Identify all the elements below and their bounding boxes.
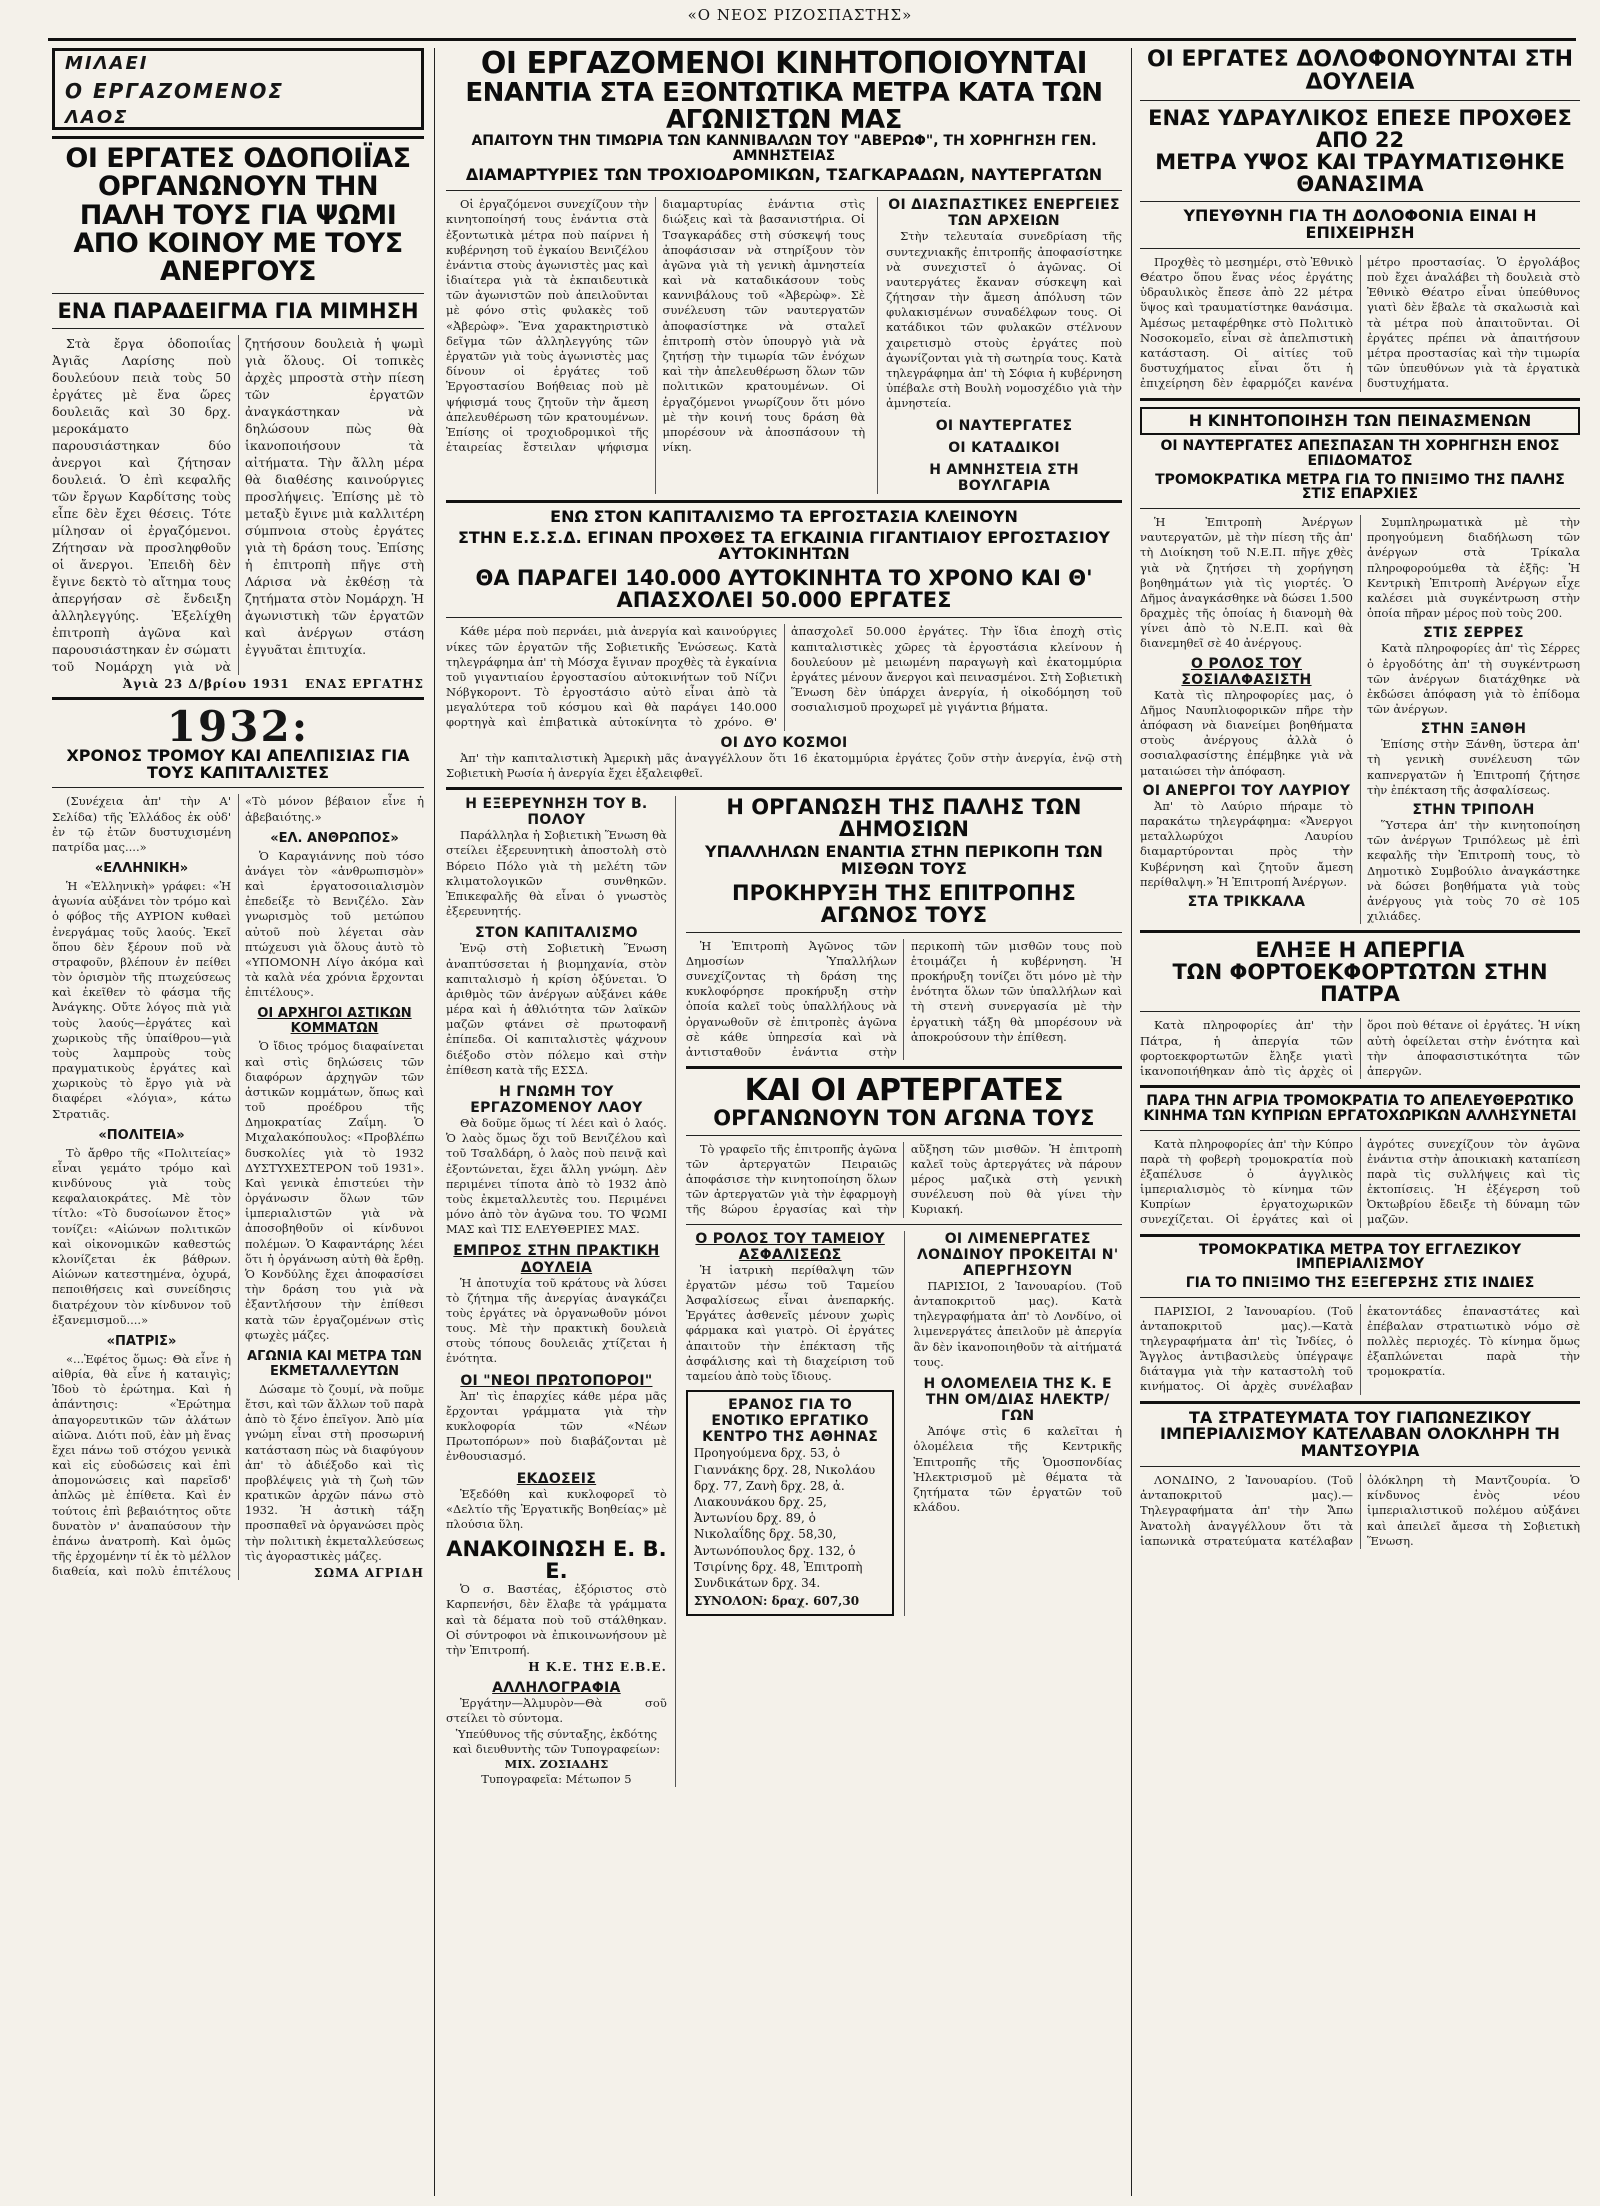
strike-body: Κατὰ πληροφορίες ἀπ' τὴν Πάτρα, ἡ ἀπεργία τῶν φορτοεκφορτωτῶν ἔληξε γιατὶ ἱκανοποιήθηκαν ἀπὸ τὶς ἀρχὲς οἱ ὅροι ποὺ θέτανε οἱ ἐργάτες. Ἡ νίκη αὐτὴ ὀφείλεται στὴν ἑνότητα καὶ τὴν ἀποφασιστικότητα τῶν ἀπεργῶν. (1140, 1018, 1580, 1078)
signature-name: ΕΝΑΣ ΕΡΓΑΤΗΣ (305, 676, 424, 691)
lower-center (446, 796, 1122, 1787)
sub-title-pole: Η ΕΞΕΡΕΥΝΗΣΗ ΤΟΥ Β. ΠΟΛΟΥ (465, 796, 648, 829)
rule (52, 328, 424, 329)
rule (1140, 398, 1580, 401)
dockers-title: ΟΙ ΛΙΜΕΝΕΡΓΑΤΕΣ ΛΟΝΔΙΝΟΥ ΠΡΟΚΕΙΤΑΙ Ν' ΑΠΕΡΓΗΣΟΥΝ (917, 1230, 1119, 1279)
rule (1140, 1011, 1580, 1012)
rule (1140, 100, 1580, 101)
dockers-body: ΠΑΡΙΣΙΟΙ, 2 Ἰανουαρίου. (Τοῦ ἀνταποκριτοῦ μας). Κατὰ τηλεγραφήματα ἀπ' τὸ Λονδίνο, οἱ λιμενεργάτες ἀπειλοῦν μὲ ἀπεργία ἂν δὲν ἱκανοποιηθοῦν τὰ αἰτήματά τους. (913, 1278, 1122, 1369)
mini-body: Στὴν τελευταία συνεδρίαση τῆς συντεχνιακῆς ἐπιτροπῆς ἀποφασίστηκε νὰ συνεχιστεῖ ὁ ἀγῶνας. Οἱ ναυτεργάτες ἔκαναν σύσκεψη καὶ ζήτησαν τὴν ἄμεση ἀπόλυση τῶν φυλακισμένων συναδέλφων τους. Οἱ κατάδικοι τῶν φυλακῶν στέλνουν χαιρετισμὸ στοὺς ἐργάτες ποὺ ἀγωνίζονται γιὰ τὴ σωτηρία τους. Κατὰ τηλεγράφημα ἀπ' τὴ Σόφια ἡ κυβέρνηση ὑπέβαλε στὴ Βουλὴ νομοσχέδιο γιὰ τὴν ἀμνηστεία. (886, 229, 1122, 411)
section-label-elliniki: «ΕΛΛΗΝΙΚΗ» (94, 861, 189, 877)
headline-mobilize-1: ΟΙ ΕΡΓΑΖΟΜΕΝΟΙ ΚΙΝΗΤΟΠΟΙΟΥΝΤΑΙ (480, 48, 1088, 81)
rule (1140, 1466, 1580, 1467)
year-intro: (Συνέχεια ἀπ' τὴν Α' Σελίδα) τῆς Ἑλλάδος ἐκ οὐδ' ἐν τῷ ἐτῶν δυστυχισμένη πατρίδα μας....» (52, 794, 231, 854)
sub-title-practical: ΕΜΠΡΟΣ ΣΤΗΝ ΠΡΑΚΤΙΚΗ ΔΟΥΛΕΙΑ (453, 1243, 660, 1276)
sub-body-capitalism: Ἐνῷ στὴ Σοβιετικὴ Ἕνωση ἀναπτύσσεται ἡ βιομηχανία, στὸν καπιταλισμὸ ἡ κρίση ὀξύνεται. Ὁ ἀριθμὸς τῶν ἀνέργων αὐξάνει κάθε μέρα καὶ ἡ ἀθλιότητα τῶν λαϊκῶν μαζῶν φτάνει σὲ πρωτοφανῆ ἐπίπεδα. Οἱ καπιταλιστὲς ψάχνουν διέξοδο στὸν πόλεμο καὶ στὴν ἐπίθεση κατὰ τῆς ΕΣΣΔ. (446, 941, 667, 1077)
mini-head-seamen: ΟΙ ΝΑΥΤΕΡΓΑΤΕΣ (935, 417, 1073, 434)
sub-title-editions: ΕΚΔΟΣΕΙΣ (516, 1470, 597, 1487)
section-body-agony: Δώσαμε τὸ ζουμί, νὰ ποῦμε ἔτσι, καὶ τῶν ἄλλων τοῦ παρὰ ἀπὸ τὸ ξένο ἐπεῖγον. Ἀπὸ μία γνώμη εἶναι στὴ προσωρινή κατάσταση πὼς νὰ διαφύγουν ἀπ' τὸ ἀδιέξοδο καὶ τὶς προβλέψεις γιὰ τὴ ζωὴ τῶν κρατικῶν ἀρχῶν πάνω στὸ 1932. Ἡ ἀστικὴ τάξη προσπαθεῖ νὰ ὀργανώσει πρὸς τὴν πολιτικὴ ἐκμεταλλεύσεως τὶς ἀγοραστικὲς μάζες. (245, 1381, 424, 1563)
speaks-line-2: Ο ΕΡΓΑΖΟΜΕΝΟΣ (65, 79, 284, 103)
headline-soviet-2: ΣΤΗΝ Ε.Σ.Σ.Δ. ΕΓΙΝΑΝ ΠΡΟΧΘΕΣ ΤΑ ΕΓΚΑΙΝΙΑ ΓΙΓΑΝΤΙΑΙΟΥ ΕΡΓΟΣΤΑΣΙΟΥ ΑΥΤΟΚΙΝΗΤΩΝ (458, 527, 1110, 564)
mini-head-convicts: ΟΙ ΚΑΤΑΔΙΚΟΙ (948, 439, 1060, 456)
mobilize-side (877, 197, 1122, 494)
column-rule-2 (1131, 48, 1132, 2196)
rule (1140, 1297, 1580, 1298)
section-body-el-anthropos: Ὁ Καραγιάννης ποὺ τόσο ἀνάγει τὸν «ἀνθρωπισμὸν» καὶ ἐργατοσοιιαλισμὸν ἐπεδείξε τὸ Βενιζέλο. Σὰν γνωρισμὸς τοῦ μετώπου αὐτοῦ ποὺ λέγεται σὰν πτώχευσι γιὰ ὅλους ἀυτὸ τὸ «ΥΠΟΜΟΝΗ Λίγο ἀκόμα καὶ τὰ καλὰ νέα χρόνια ἔρχονται ἐπιτέλους». (245, 848, 424, 1000)
mobilize-body: Οἱ ἐργαζόμενοι συνεχίζουν τὴν κινητοποίησή τους ἐνάντια στὰ ἐξοντωτικὰ μέτρα ποὺ παίρνει ἡ κυβέρνηση τοῦ ἐγκαίου Βενιζέλου ἐνάντια στοὺς ἀγωνιστὲς μας καὶ ἰδιαίτερα γιὰ τὰ ἐκπαιδευτικὰ τῶν ἀγωνιστῶν ποὺ ἀπειλοῦνται μὲ φόνο στὶς φυλακὲς τοῦ «Ἀβερὼφ». Ἕνα χαρακτηριστικὸ δεῖγμα τῶν ἀλληλεγγύης τῶν ἐργατῶν γιὰ τοὺς ἀγωνιστὲς μας δίνουν οἱ ἐργάτες τοῦ Ἐργοστασίου Βοήθειας ποὺ μὲ ψήφισμά τους ζητοῦν τὴν ἄμεση ἀπελευθέρωση τῶν κρατουμένων. Ἐπίσης οἱ τροχιοδρομικοὶ τῆς ἑταιρείας ἔστειλαν ψήφισμα διαμαρτυρίας ἐνάντια στὶς διώξεις καὶ τὰ βασανιστήρια. Οἱ Τσαγκαράδες στὴ σύσκεψή τους ἀποφάσισαν νὰ στηρίξουν τὸν ἀγῶνα γιὰ τὴ γενικὴ ἀμνηστεία καὶ νὰ καταδικάσουν τοὺς καννιβάλους τοῦ «Ἀβερὼφ». Σὲ συνέλευση τῶν ναυτεργατῶν ἀποφασίστηκε νὰ σταλεῖ ἐπιτροπὴ στὸν ὑπουργὸ γιὰ νὰ ζητήσῃ τὴν τιμωρία τῶν ἐνόχων καὶ τὴν ἀπελευθέρωση ὅλων τῶν πολιτικῶν κρατουμένων. Οἱ ἐργαζόμενοι γνωρίζουν ὅτι μόνο μὲ τὴν κοινή τους δράση θὰ μπορέσουν νὰ ἀποσπάσουν τὴ νίκη. (446, 197, 866, 455)
letters-body: Ἐργάτην—Ἀλμυρὸν—Θὰ σοῦ στείλει τὸ σύντομα. (446, 1696, 667, 1726)
subhead-example: ΕΝΑ ΠΑΡΑΔΕΙΓΜΑ ΓΙΑ ΜΙΜΗΣΗ (57, 298, 419, 323)
column-right (1140, 48, 1580, 2198)
headline-india-1: ΤΡΟΜΟΚΡΑΤΙΚΑ ΜΕΤΡΑ ΤΟΥ ΕΓΓΛΕΖΙΚΟΥ ΙΜΠΕΡΙΑΛΙΣΜΟΥ (1198, 1241, 1522, 1273)
section-label-patris: «ΠΑΤΡΙΣ» (106, 1333, 177, 1349)
headline-bakers-1: ΚΑΙ ΟΙ ΑΡΤΕΡΓΑΤΕΣ (744, 1073, 1064, 1109)
headline-civil-2: ΥΠΑΛΛΗΛΩΝ ΕΝΑΝΤΙΑ ΣΤΗΝ ΠΕΡΙΚΟΠΗ ΤΩΝ ΜΙΣΘΩΝ ΤΟΥΣ (705, 842, 1103, 878)
civil-body: Ἡ Ἐπιτροπὴ Ἀγῶνος τῶν Δημοσίων Ὑπαλλήλων συνεχίζοντας τὴ δράση της κυκλοφόρησε προκήρυξη στὴν ὁποία καλεῖ τοὺς ὑπαλλήλους νὰ ὀργανωθοῦν σὲ ἐπιτροπὲς ἀγῶνα σὲ κάθε ὑπηρεσία καὶ νὰ ἀντισταθοῦν ἐνάντια στὴν περικοπὴ τῶν μισθῶν τους ποὺ ἑτοιμάζει ἡ κυβέρνηση. Ἡ προκήρυξη τονίζει ὅτι μόνο μὲ τὴν ἑνότητα ὅλων τῶν ὑπαλλήλων καὶ τὴ στενὴ συνεργασία μὲ τὴν ἐργατικὴ τάξη θὰ μπορέσουν νὰ ἀποκρούσουν τὴν ἐπίθεση. (685, 938, 1122, 1059)
rule (686, 932, 1122, 933)
fund-total (694, 1593, 887, 1609)
dockers-col (904, 1231, 1122, 1617)
two-worlds-title: ΟΙ ΔΥΟ ΚΟΣΜΟΙ (720, 734, 848, 751)
rule (1140, 930, 1580, 933)
section-label-politeia: «ΠΟΛΙΤΕΙΑ» (98, 1127, 185, 1143)
announce-body: Ὁ σ. Βαστέας, ἐξόριστος στὸ Καρπενήσι, δὲν ἔλαβε τὰ γράμματα καὶ τὰ δέματα ποὺ τοῦ στάλθηκαν. Οἱ σύντροφοι νὰ ἐπικοινωνήσουν μὲ τὴν Ἐπιτροπή. (446, 1582, 667, 1657)
insurance-body: Ἡ ἰατρικὴ περίθαλψη τῶν ἐργατῶν μέσω τοῦ Ταμείου Ἀσφαλίσεως εἶναι ἀνεπαρκής. Ἐργάτες ἀσθενεῖς μένουν χωρὶς φάρμακα καὶ γιατρὸ. Οἱ ἐργάτες ἀπαιτοῦν τὴν ἐπέκταση τῆς ἀσφάλισης καὶ τὴ διαχείριση τοῦ ταμείου ἀπὸ τοὺς ἴδιους. (685, 1262, 895, 1383)
headline-civil-3: ΠΡΟΚΗΡΥΞΗ ΤΗΣ ΕΠΙΤΡΟΠΗΣ ΑΓΩΝΟΣ ΤΟΥΣ (732, 880, 1076, 927)
subhead-hungry: ΤΡΟΜΟΚΡΑΤΙΚΑ ΜΕΤΡΑ ΓΙΑ ΤΟ ΠΝΙΞΙΜΟ ΤΗΣ ΠΑΛΗΣ ΣΤΙΣ ΕΠΑΡΧΙΕΣ (1155, 471, 1565, 503)
mini-title-trikala: ΣΤΑ ΤΡΙΚΚΑΛΑ (1187, 893, 1306, 910)
mini-body-socialfascist: Κατὰ τὶς πληροφορίες μας, ὁ Δῆμος Ναυπλιοφορικῶν πῆρε τὴν ἀπόφαση νὰ διανείμει βοηθήματα στοὺς ἀνέργους ἀλλὰ ὁ σοσιαλφασίστης ἐπέμβηκε γιὰ νὰ ματαιώσει τὴν ἀπόφαση. (1140, 687, 1353, 778)
signature-bottom: ΣΩΜΑ ΑΓΡΙΔΗ (313, 1565, 424, 1580)
headline-hungry-1: Η ΚΙΝΗΤΟΠΟΙΗΣΗ ΤΩΝ ΠΕΙΝΑΣΜΕΝΩΝ (1140, 407, 1580, 436)
column-center (446, 48, 1122, 2198)
rule (446, 500, 1122, 503)
letters-title: ΑΛΛΗΛΟΓΡΑΦΙΑ (492, 1680, 621, 1697)
column-left (52, 48, 424, 2198)
rule (1140, 248, 1580, 249)
bakers-body: Τὸ γραφεῖο τῆς ἐπιτροπῆς ἀγῶνα τῶν ἀρτεργατῶν Πειραιῶς ἀποφάσισε τὴν κινητοποίηση ὅλων τῶν ἀρτεργατῶν γιὰ τὴν ἐφαρμογὴ τῆς 8ώρου ἐργασίας καὶ τὴν αὔξηση τῶν μισθῶν. Ἡ ἐπιτροπὴ καλεῖ τοὺς ἀρτεργάτες νὰ πάρουν μέρος μαζικὰ στὴ γενικὴ συνέλευση ποὺ θὰ γίνει τὴν Κυριακή. (685, 1141, 1122, 1217)
plenum-title: Η ΟΛΟΜΕΛΕΙΑ ΤΗΣ Κ. Ε ΤΗΝ ΟΜ/ΔΙΑΣ ΗΛΕΚΤΡ/ΓΩΝ (923, 1375, 1112, 1425)
headline-india-2: ΓΙΑ ΤΟ ΠΝΙΞΙΜΟ ΤΗΣ ΕΞΕΓΕΡΣΗΣ ΣΤΙΣ ΙΝΔΙΕΣ (1185, 1274, 1535, 1291)
sub-body-opinion: Θὰ δοῦμε ὅμως τί λέει καὶ ὁ λαός. Ὁ λαὸς ὅμως ὅχι τοῦ Βενιζέλου καὶ τοῦ Τσαλδάρη, ὁ λαὸς ποὺ πεινᾷ καὶ ἐξοντώνεται, ἔχει ἄλλη γνώμη. Δὲν περιμένει τίποτα ἀπὸ τὸ 1932 ἀπὸ τοὺς ἐκμεταλλευτὲς του. Περιμένει μόνο ἀπὸ τὸν ἀγῶνα του. ΤΟ ΨΩΜΙ ΜΑΣ καὶ ΤΙΣ ΕΛΕΥΘΕΡΙΕΣ ΜΑΣ. (446, 1116, 667, 1237)
headline-strike-1: ΕΛΗΞΕ Η ΑΠΕΡΓΙΑ (1255, 938, 1465, 963)
plenum-body: Ἀπόψε στὶς 6 καλεῖται ἡ ὁλομέλεια τῆς Κεντρικῆς Ἐπιτροπῆς τῆς Ὁμοσπονδίας Ἠλεκτρισμοῦ μὲ θέματα τὰ ζητήματα τῶν ἐργατῶν τοῦ κλάδου. (913, 1424, 1122, 1515)
soviet-body: Κάθε μέρα ποὺ περνάει, μιὰ ἀνεργία καὶ καινούργιες νίκες τῶν ἐργατῶν τῆς Σοβιετικῆς Ἑνώσεως. Κατὰ τηλεγράφημα ἀπ' τὴ Μόσχα ἔγιναν προχθὲς τὰ ἐγκαίνια τοῦ γιγαντιαίου ἐργοστασίου αὐτοκινήτων τοῦ Νίζνι Νόβγκοροντ. Τὸ ἐργοστάσιο αὐτὸ εἶναι ἀπὸ τὰ μεγαλύτερα τοῦ κόσμου καὶ θὰ παράγει 140.000 φορτηγὰ καὶ ἐπιβατικὰ αὐτοκίνητα τὸ χρόνο. Θ' ἀπασχολεῖ 50.000 ἐργάτες. Τὴν ἴδια ἐποχὴ στὶς καπιταλιστικὲς χῶρες τὰ ἐργοστάσια κλείνουν ἡ δουλεύουν μὲ μειωμένη παραγωγὴ καὶ ἐκατομμύρια ἐργάτες μένουν ἄνεργοι καὶ πεινασμένοι. Στὴ Σοβιετικὴ Ἕνωση δὲν ὑπάρχει ἀνεργία, ἡ οἰκοδόμηση τοῦ σοσιαλισμοῦ προχωρεῖ μὲ γιγάντια βήματα. (446, 624, 1122, 730)
headline-strike-2: ΤΩΝ ΦΟΡΤΟΕΚΦΟΡΤΩΤΩΝ ΣΤΗΝ ΠΑΤΡΑ (1172, 960, 1548, 1007)
sub-title-capitalism: ΣΤΟΝ ΚΑΠΙΤΑΛΙΣΜΟ (474, 925, 638, 942)
rule (1140, 201, 1580, 202)
sub-body-pioneers: Ἀπ' τὶς ἐπαρχίες κάθε μέρα μᾶς ἔρχονται γράμματα γιὰ τὴν κυκλοφορία τῶν «Νέων Πρωτοπόρων» ποὺ διαβάζονται μὲ ἐνθουσιασμό. (446, 1388, 667, 1464)
mini-body-lavrio: Ἀπ' τὸ Λαύριο πήραμε τὸ παρακάτω τηλεγράφημα: «Ἄνεργοι μεταλλωρύχοι Λαυρίου διαμαρτύρονται πρὸς τὴν Κυβέρνηση καὶ ζητοῦν ἄμεση περίθαλψη.» Ἡ Ἐπιτροπή Ἀνέργων. (1140, 798, 1353, 889)
mini-title-socialfascist: Ο ΡΟΛΟΣ ΤΟΥ ΣΟΣΙΑΛΦΑΣΙΣΤΗ (1181, 655, 1312, 688)
sub-body-practical: Ἡ ἀποτυχία τοῦ κράτους νὰ λύσει τὸ ζήτημα τῆς ἀνεργίας ἀναγκάζει τοὺς ἐργάτες νὰ ὀργανωθοῦν μόνοι τους. Μὲ τὴν πρακτικὴ δουλειὰ στοὺς τόπους δουλειᾶς χτίζεται ἡ ἑνότητα. (446, 1275, 667, 1366)
murdered-body: Προχθὲς τὸ μεσημέρι, στὸ Ἐθνικὸ Θέατρο ὅπου ἕνας νέος ἐργάτης ὑδραυλικὸς ἔπεσε ἀπὸ 22 μέτρα ὕψος καὶ τραυματίστηκε θανάσιμα. Ἀμέσως μεταφέρθηκε στὸ Πολιτικὸ Νοσοκομεῖο, εἶναι σὲ ἀπελπιστικὴ κατάσταση. Οἱ αἰτίες τοῦ δυστυχήματος εἶναι ὅτι ἡ ἐπιχείρηση δὲν ἐφαρμόζει κανένα μέτρο προστασίας. Ὁ ἐργολάβος ποὺ ἔχει ἀναλάβει τὴ δουλειὰ στὸ Ἐθνικὸ Θέατρο εἶναι ὑπεύθυνος γιατὶ δὲν ἔβαλε τὰ σκαλωσιὰ καὶ τὰ μέτρα ποὺ ἀπαιτοῦνται. Οἱ ἐργάτες πρέπει νὰ ἀπαιτήσουν μέτρα προστασίας καὶ τὴν τιμωρία τῶν ὑπευθύνων γιὰ τὰ ἐργατικὰ δυστυχήματα. (1140, 254, 1580, 391)
subhead-mobilize-1: ΑΠΑΙΤΟΥΝ ΤΗΝ ΤΙΜΩΡΙΑ ΤΩΝ ΚΑΝΝΙΒΑΛΩΝ ΤΟΥ "ΑΒΕΡΩΦ", ΤΗ ΧΟΡΗΓΗΣΗ ΓΕΝ. ΑΜΝΗΣΤΕΙΑΣ (471, 133, 1097, 164)
rule (1140, 1085, 1580, 1088)
headline-mobilize-2: ΕΝΑΝΤΙΑ ΣΤΑ ΕΞΟΝΤΩΤΙΚΑ ΜΕΤΡΑ ΚΑΤΑ ΤΩΝ ΑΓΩΝΙΣΤΩΝ ΜΑΣ (465, 77, 1103, 135)
year-subhead: ΧΡΟΝΟΣ ΤΡΟΜΟΥ ΚΑΙ ΑΠΕΛΠΙΣΙΑΣ ΓΙΑ ΤΟΥΣ ΚΑΠΙΤΑΛΙΣΤΕΣ (66, 745, 410, 782)
rule (686, 1066, 1122, 1069)
rule (1140, 1234, 1580, 1237)
mini-head-archives: ΟΙ ΔΙΑΣΠΑΣΤΙΚΕΣ ΕΝΕΡΓΕΙΕΣ ΤΩΝ ΑΡΧΕΙΩΝ (888, 197, 1120, 230)
column-rule-1 (434, 48, 435, 2196)
section-label-party-leaders: ΟΙ ΑΡΧΗΓΟΙ ΑΣΤΙΚΩΝ ΚΟΜΜΑΤΩΝ (257, 1006, 412, 1037)
fund-total-label: ΣΥΝΟΛΟΝ: (693, 1594, 768, 1609)
rule (52, 136, 424, 139)
fund-box (686, 1390, 895, 1616)
headline-civil-1: Η ΟΡΓΑΝΩΣΗ ΤΗΣ ΠΑΛΗΣ ΤΩΝ ΔΗΜΟΣΙΩΝ (726, 795, 1082, 842)
mini-body-trikala: Συμπληρωματικὰ μὲ τὴν προηγούμενη διαδήλωση τῶν ἀνέργων στὰ Τρίκαλα πληροφορούμεθα τὰ ἐξῆς: Ἡ Κεντρικὴ Ἐπιτροπὴ Ἀνέργων εἶχε καλέσει μιὰ συγκέντρωση στὴν ὁποία πῆραν μέρος ποὺ τοὺς 200. (1367, 515, 1580, 621)
fund-total-value: δραχ. 607,30 (771, 1594, 860, 1609)
hungry-columns (1140, 515, 1580, 924)
rule (52, 787, 424, 788)
sub-body-editions: Ἐξεδόθη καὶ κυκλοφορεῖ τὸ «Δελτίο τῆς Ἐργατικῆς Βοηθείας» μὲ πλούσια ὕλη. (446, 1486, 667, 1532)
section-label-el-anthropos: «ΕΛ. ΑΝΘΡΩΠΟΣ» (270, 830, 399, 846)
subhead-mobilize-2: ΔΙΑΜΑΡΤΥΡΙΕΣ ΤΩΝ ΤΡΟΧΙΟΔΡΟΜΙΚΩΝ, ΤΣΑΓΚΑΡΑΔΩΝ, ΝΑΥΤΕΡΓΑΤΩΝ (465, 165, 1103, 185)
imprint-1: Ὑπεύθυνος τῆς σύνταξης, ἐκδότης καὶ διευθυντὴς τῶν Τυπογραφείων: (452, 1726, 661, 1756)
rule (686, 1224, 1122, 1225)
headline-japan: ΤΑ ΣΤΡΑΤΕΥΜΑΤΑ ΤΟΥ ΓΙΑΠΩΝΕΖΙΚΟΥ ΙΜΠΕΡΙΑΛΙΣΜΟΥ ΚΑΤΕΛΑΒΑΝ ΟΛΟΚΛΗΡΗ ΤΗ ΜΑΝΤΣΟΥΡΙΑ (1160, 1407, 1560, 1461)
lower-left-sub (446, 796, 676, 1787)
subhead-murdered: ΥΠΕΥΘΥΝΗ ΓΙΑ ΤΗ ΔΟΛΟΦΟΝΙΑ ΕΙΝΑΙ Η ΕΠΙΧΕΙΡΗΣΗ (1183, 206, 1537, 243)
sub-title-opinion: Η ΓΝΩΜΗ ΤΟΥ ΕΡΓΑΖΟΜΕΝΟΥ ΛΑΟΥ (470, 1083, 643, 1116)
section-body-elliniki: Ἡ «Ἑλληνικὴ» γράφει: «Ἡ ἀγωνία αὐξάνει τὸν τρόμο καὶ ὁ φόβος τῆς ΑΥΡΙΟΝ κυθαεὶ ἐνεργάμας τοῦς λαούς. Ἐκεῖ ὅπου δὲν ξέρουν ποῦ νὰ στραφοῦν, βλέπουν ἐν πείθει τὸν ὁρισμὸν τῆς πτωχεύσεως καὶ ἐκεῖθεν τὸ φάσμα τῆς Ἀνάγκης. Οὔτε λόγος πιὰ γιὰ τοὺς λαούς—ἐργάτες καὶ χωρικοὺς τῆς ὑπαίθρου—γιὰ τοὺς λαμπροὺς τοὺς πραγματικοὺς ἐργάτες καὶ χωρικοὺς τὸ ἔργο γιὰ νὰ διαφέρει «λόγια», κάτω Στρατιᾶς. (52, 879, 231, 1121)
mini-body-serres: Κατὰ πληροφορίες ἀπ' τὶς Σέρρες ὁ ἐργοδότης ἀπ' τὴ συγκέντρωση τῶν ἀνέργων διατάχθηκε νὰ ἐκδώσει ἀπόφαση γιὰ τὸ ἐπίδομα τῶν ἀνέργων. (1367, 641, 1580, 717)
section-body-politeia: Τὸ ἄρθρο τῆς «Πολιτείας» εἶναι γεμάτο τρόμο καὶ κινδύνους γιὰ τοὺς κεφαλαιοκράτες. Μὲ τὸν τίτλο: «Τὸ δυσοίωνον ἔτος» τονίζει: «Αἰώνων πολιτικῶν καὶ οἰκονομικῶν καθεστώς κλονίζεται ἐκ βάθρων. Αἰώνων κατεστημένα, ὀχυρά, πεποιθήσεις καὶ συνείδησις διατρέχουν τὸν κίνδυνον τοῦ ἐξανεμισμοῦ....» (52, 1145, 231, 1327)
year-body (52, 794, 424, 1580)
section-body-patris: «...Ἐφέτος ὅμως: Θὰ εἶνε ἡ αἰθρία, θὰ εἶνε ἡ καταιγὶς; Ἰδοὺ τὸ ἐρώτημα. Καὶ ἡ ἀπάντησις: «Ἐρώτημα ἀπαγορευτικῶν τῶν ἀλάτων αἰῶνα. Διότι ποῦ, ἐὰν μὴ ἕνας ἔχει πάνω τοῦ στόχου γενικὰ καὶ εἰς εὐοδώσεις καὶ ἐπὶ ἀπομονώσεις καὶ παρεῖσδ' ἀπλῶς μὲ ἐπίθετα. Καὶ ἐν τούτοις ἐπὶ βεβαιότητος οὔτε δυνατὸν ν' ἀναπαύσουν τὴν ἐπάνω ἀνατροπὴ. Καὶ ὁμῶς τῆς ἐρχομένην τί ἐκ τὸ μέλλον διαθεία, καὶ πολὺ ἐπιτέλους «Τὸ μόνον βέβαιον εἶνε ἡ ἀβεβαιότης.» (52, 794, 424, 1579)
mini-title-serres: ΣΤΙΣ ΣΕΡΡΕΣ (1423, 625, 1524, 642)
sub-body-pole: Παράλληλα ἡ Σοβιετικὴ Ἕνωση θὰ στείλει ἐξερευνητικὴ ἀποστολὴ στὸ Βόρειο Πόλο γιὰ τὴ μελέτη τῶν κλιματολογικῶν συνθηκῶν. Ἐπικεφαλῆς θὰ εἶναι ὁ γνωστὸς ἐξερευνητής. (446, 828, 667, 919)
headline-murdered-2: ΕΝΑΣ ΥΔΡΑΥΛΙΚΟΣ ΕΠΕΣΕ ΠΡΟΧΘΕΣ ΑΠΟ 22 (1148, 106, 1572, 153)
section-label-agony: ΑΓΩΝΙΑ ΚΑΙ ΜΕΤΡΑ ΤΩΝ ΕΚΜΕΤΑΛΛΕΥΤΩΝ (247, 1348, 422, 1379)
year-title: 1932: (166, 701, 310, 751)
insurance-col (686, 1231, 895, 1617)
mini-head-amnesty: Η ΑΜΝΗΣΤΕΙΑ ΣΤΗ ΒΟΥΛΓΑΡΙΑ (929, 461, 1079, 494)
lower-right-sub (686, 796, 1122, 1787)
speaks-box (52, 48, 424, 130)
india-body: ΠΑΡΙΣΙΟΙ, 2 Ἰανουαρίου. (Τοῦ ἀνταποκριτοῦ μας).—Κατὰ τηλεγραφήματα ἀπ' τὶς Ἰνδίες, ὁ Ἄγγλος ἀντιβασιλεὺς ὑπέγραψε διάταγμα γιὰ τὴν καταστολὴ τοῦ κινήματος. Οἱ ἀρχὲς συνέλαβαν ἑκατοντάδες ἐπαναστάτες καὶ ἐπέβαλαν στρατιωτικὸ νόμο σὲ πολλὲς περιοχές. Τὸ κίνημα ὅμως ἐξαπλώνεται παρὰ τὴν τρομοκρατία. (1140, 1303, 1580, 1394)
rule (446, 617, 1122, 618)
rule (52, 293, 424, 294)
mini-title-tripoli: ΣΤΗΝ ΤΡΙΠΟΛΗ (1412, 802, 1535, 818)
headline-soviet-1: ΕΝΩ ΣΤΟΝ ΚΑΠΙΤΑΛΙΣΜΟ ΤΑ ΕΡΓΟΣΤΑΣΙΑ ΚΛΕΙΝΟΥΝ (550, 506, 1018, 526)
headline-soviet-3: ΘΑ ΠΑΡΑΓΕΙ 140.000 ΑΥΤΟΚΙΝΗΤΑ ΤΟ ΧΡΟΝΟ ΚΑΙ Θ' ΑΠΑΣΧΟΛΕΙ 50.000 ΕΡΓΑΤΕΣ (475, 566, 1093, 613)
headline-murdered-3: ΜΕΤΡΑ ΥΨΟΣ ΚΑΙ ΤΡΑΥΜΑΤΙΣΘΗΚΕ ΘΑΝΑΣΙΜΑ (1155, 150, 1565, 197)
fund-title: ΕΡΑΝΟΣ ΓΙΑ ΤΟ ΕΝΟΤΙΚΟ ΕΡΓΑΤΙΚΟ ΚΕΝΤΡΟ ΤΗΣ ΑΘΗΝΑΣ (702, 1397, 879, 1446)
headline-cyprus: ΠΑΡΑ ΤΗΝ ΑΓΡΙΑ ΤΡΟΜΟΚΡΑΤΙΑ ΤΟ ΑΠΕΛΕΥΘΕΡΩΤΙΚΟ ΚΙΝΗΜΑ ΤΩΝ ΚΥΠΡΙΩΝ ΕΡΓΑΤΟΧΩΡΙΚΩΝ ΑΛΛΗΣΥΝΕΤΑΙ (1143, 1093, 1577, 1124)
hungry-body: Ἡ Ἐπιτροπὴ Ἀνέργων ναυτεργατῶν, μὲ τὴν πίεση τῆς ἀπ' τὴ Διοίκηση τοῦ Ν.Ε.Π. πῆγε χθὲς γιὰ νὰ ζητήσει τὴ χορήγηση βοηθημάτων γιὰ τὶς γιορτές. Ὁ Δῆμος ἀναγκάσθηκε νὰ δώσει 1.500 δραχμὲς τῆς ὁποίας ἡ διανομὴ θὰ γίνει ἀπὸ τὸ Ν.Ε.Π. καὶ θὰ διανεμηθεῖ σὲ 40 ἀνέργους. (1140, 515, 1353, 651)
rule (686, 1135, 1122, 1136)
rule (52, 697, 424, 700)
article-road-workers-body: Στὰ ἔργα ὁδοποιΐας Ἀγιᾶς Λαρίσης ποὺ δουλεύουν πειὰ τοὺς 50 ἐργάτες μὲ ἕνα ὥρες δουλειᾶς καὶ 30 δρχ. μεροκάματο παρουσιάστηκαν δύο ἀνεργοι καὶ ζήτησαν δουλειά. Ὁ ἐπὶ κεφαλῆς τῶν ἔργων Καρδίτσης τοὺς εἶπε δὲν ἔχει θέσεις. Τότε μίλησαν οἱ ἐργαζόμενοι. Ζήτησαν νὰ προσληφθοῦν οἱ ἄνεργοι. Ἐπειδὴ δὲν ἔγινε δεκτὸ τὸ αἴτημα τους ἀπεργήσαν σὲ ἔνδειξη ἀλληλεγγύης. Ἐξελίχθη ἐπιτροπὴ ἀγῶνα καὶ παρουσιάστηκαν ἐν σώματι τοῦ Νομάρχη γιὰ νὰ ζητήσουν δουλειὰ ἡ ψωμὶ γιὰ ὅλους. Οἱ τοπικὲς ἀρχὲς μπροστὰ στὴν πίεση τῶν ἐργατῶν ἀναγκάστηκαν νὰ δηλώσουν πὼς θὰ ἱκανοποιήσουν τὰ αἰτήματα. Τὴν ἄλλη μέρα θὰ διαθέσης καινούργιες προσλήψεις. Ἐπίσης μὲ τὸ μεταξὺ ἔγινε μιὰ καλλιτέρη σύμπνοια στοὺς ἐργάτες γιὰ τὴ δράση τους. Ἐπίσης ἡ ἐπιτροπὴ πῆγε στὴ Λάρισα νὰ ἐκθέσῃ τὰ ζητήματα στὸν Νομάρχη. Ἡ ἀγωνιστικὴ τῶν ἐργατῶν καὶ ἀνέργων στάση ἐγγυᾶται ἐπιτυχία. (52, 335, 424, 674)
japan-body: ΛΟΝΔΙΝΟ, 2 Ἰανουαρίου. (Τοῦ ἀνταποκριτοῦ μας).—Τηλεγραφήματα ἀπ' τὴν Ἄπω Ἀνατολὴ ἀναγγέλλουν ὅτι τὰ ἰαπωνικὰ στρατεύματα κατέλαβαν ὁλόκληρη τὴ Μαντζουρία. Ὁ κίνδυνος ἑνὸς νέου ἱμπεριαλιστικοῦ πολέμου αὐξάνει καὶ ἀπειλεῖ ἄμεσα τὴ Σοβιετικὴ Ἕνωση. (1140, 1473, 1580, 1548)
insurance-title: Ο ΡΟΛΟΣ ΤΟΥ ΤΑΜΕΙΟΥ ΑΣΦΑΛΙΣΕΩΣ (695, 1230, 885, 1263)
headline-murdered-1: ΟΙ ΕΡΓΑΤΕΣ ΔΟΛΟΦΟΝΟΥΝΤΑΙ ΣΤΗ ΔΟΥΛΕΙΑ (1146, 48, 1574, 96)
sub-title-pioneers: ΟΙ "ΝΕΟΙ ΠΡΩΤΟΠΟΡΟΙ" (460, 1372, 653, 1389)
mini-body-xanthi: Ἐπίσης στὴν Ξάνθη, ὕστερα ἀπ' τὴ γενικὴ συνέλευση τῶν καπνεργατῶν ἡ Ἐπιτροπή ζήτησε τὴν ἐπέκταση τῆς ἀσφαλίσεως. (1367, 737, 1580, 797)
mobilize-row (446, 197, 1122, 494)
speaks-line-1: ΜΙΛΑΕΙ (65, 53, 149, 74)
signature-block (52, 677, 424, 691)
speaks-line-3: ΛΑΟΣ (65, 107, 129, 128)
headline-bakers-2: ΟΡΓΑΝΩΝΟΥΝ ΤΟΝ ΑΓΩΝΑ ΤΟΥΣ (713, 1105, 1095, 1130)
announce-sign: Η Κ.Ε. ΤΗΣ Ε.Β.Ε. (528, 1660, 667, 1675)
masthead: «Ο ΝΕΟΣ ΡΙΖΟΣΠΑΣΤΗΣ» (687, 6, 913, 24)
rule (1140, 508, 1580, 509)
section-body-party-leaders: Ὁ ἴδιος τρόμος διαφαίνεται καὶ στὶς δηλώσεις τῶν διαφόρων ἀρχηγῶν τῶν ἀστικῶν κομμάτων, ὅπως καὶ τοῦ προέδρου τῆς Δημοκρατίας Ζαΐμη. Ὁ Μιχαλακόπουλος: «Προβλέπω δυσκολίες γιὰ τὸ 1932 ΔΥΣΤΥΧΕΣΤΕΡΟΝ τοῦ 1931». Καὶ γενικὰ ἐπιστεύει τὴν ὀργάνωσιν ὅλων τῶν ἱμπεριαλιστῶν γιὰ νὰ ἀποσοβηθοῦν οἱ κίνδυνοι πολέμων. Ὁ Καφαντάρης λέει ὅτι ἡ ὀργάνωση αὐτὴ θὰ ἔρθῃ. Ὁ Κονδύλης ἔχει ἀποφασίσει τὴν δράση του γιὰ νὰ ἐξαντλήσουν τὴν ἐπίθεσι κατὰ τῶν ἐργαζομένων στὶς φτωχὲς μάζες. (245, 1039, 424, 1342)
rule (1140, 1130, 1580, 1131)
mini-title-lavrio: ΟΙ ΑΝΕΡΓΟΙ ΤΟΥ ΛΑΥΡΙΟΥ (1142, 782, 1351, 799)
imprint-3: Τυπογραφεῖα: Μέτωπον 5 (481, 1772, 632, 1787)
top-rule (48, 38, 1576, 41)
fund-body: Προηγούμενα δρχ. 53, ὁ Γιαννάκης δρχ. 28, Νικολάου δρχ. 77, Ζανὴ δρχ. 28, ἀ. Λιακουνάκου δρχ. 25, Ἀντωνίου δρχ. 89, ὁ Νικολαΐδης δρχ. 58,30, Ἀντωνόπουλος δρχ. 132, ὁ Τσιρίνης δρχ. 48, Ἐπιτροπὴ Συνδικάτων δρχ. 34. (693, 1446, 876, 1590)
cyprus-body: Κατὰ πληροφορίες ἀπ' τὴν Κύπρο παρὰ τὴ φοβερὴ τρομοκρατία ποὺ ἐξαπέλυσε ὁ ἀγγλικὸς ἱμπεριαλισμὸς τὸ κίνημα τῶν Κυπρίων ἐργατοχωρικῶν συνεχίζεται. Οἱ ἐργάτες καὶ οἱ ἀγρότες συνεχίζουν τὸν ἀγῶνα ἐνάντια στὴν ἀποικιακὴ καταπίεση παρὰ τὶς συλλήψεις καὶ τὶς ἐκτοπίσεις. Ἡ ἐξέγερση τοῦ Ὀκτωβρίου ἔδειξε τὴ δύναμη τῶν μαζῶν. (1140, 1136, 1580, 1227)
bottom-row (686, 1231, 1122, 1617)
two-worlds-body: Ἀπ' τὴν καπιταλιστικὴ Ἀμερικὴ μᾶς ἀναγγέλλουν ὅτι 16 ἐκατομμύρια ἐργάτες ζοῦν στὴν ἀνεργία, ἐνῷ στὴ Σοβιετικὴ Ρωσία ἡ ἀνεργία ἔχει ἐξαλειφθεῖ. (446, 750, 1122, 780)
rule (446, 787, 1122, 790)
mini-title-xanthi: ΣΤΗΝ ΞΑΝΘΗ (1420, 721, 1527, 738)
announce-title: ΑΝΑΚΟΙΝΩΣΗ Ε. Β. Ε. (446, 1537, 667, 1584)
rule (446, 190, 1122, 191)
rule (1140, 1401, 1580, 1404)
signature-date: Ἀγιὰ 23 Δ/βρίου 1931 (122, 676, 290, 691)
headline-hungry-2: ΟΙ ΝΑΥΤΕΡΓΑΤΕΣ ΑΠΕΣΠΑΣΑΝ ΤΗ ΧΟΡΗΓΗΣΗ ΕΝΟΣ ΕΠΙΔΟΜΑΤΟΣ (1160, 438, 1560, 469)
headline-road-workers: ΟΙ ΕΡΓΑΤΕΣ ΟΔΟΠΟΙΪΑΣ ΟΡΓΑΝΩΝΟΥΝ ΤΗΝ ΠΑΛΗ ΤΟΥΣ ΓΙΑ ΨΩΜΙ ΑΠΟ ΚΟΙΝΟΥ ΜΕ ΤΟΥΣ ΑΝΕΡΓΟΥΣ (65, 143, 411, 288)
mini-body-tripoli: Ὕστερα ἀπ' τὴν κινητοποίηση τῶν ἀνέργων Τριπόλεως μὲ ἐπὶ κεφαλῆς τὴν Ἐπιτροπὴ τους, τὸ Δημοτικὸ Συμβούλιο ἀναγκάστηκε νὰ δώσει βοηθήματα γιὰ τοὺς ἀνέργους γιὰ τοὺς 70 σὲ 105 χιλιάδες. (1367, 818, 1580, 924)
imprint-2: ΜΙΧ. ΖΟΣΙΑΔΗΣ (504, 1756, 609, 1771)
